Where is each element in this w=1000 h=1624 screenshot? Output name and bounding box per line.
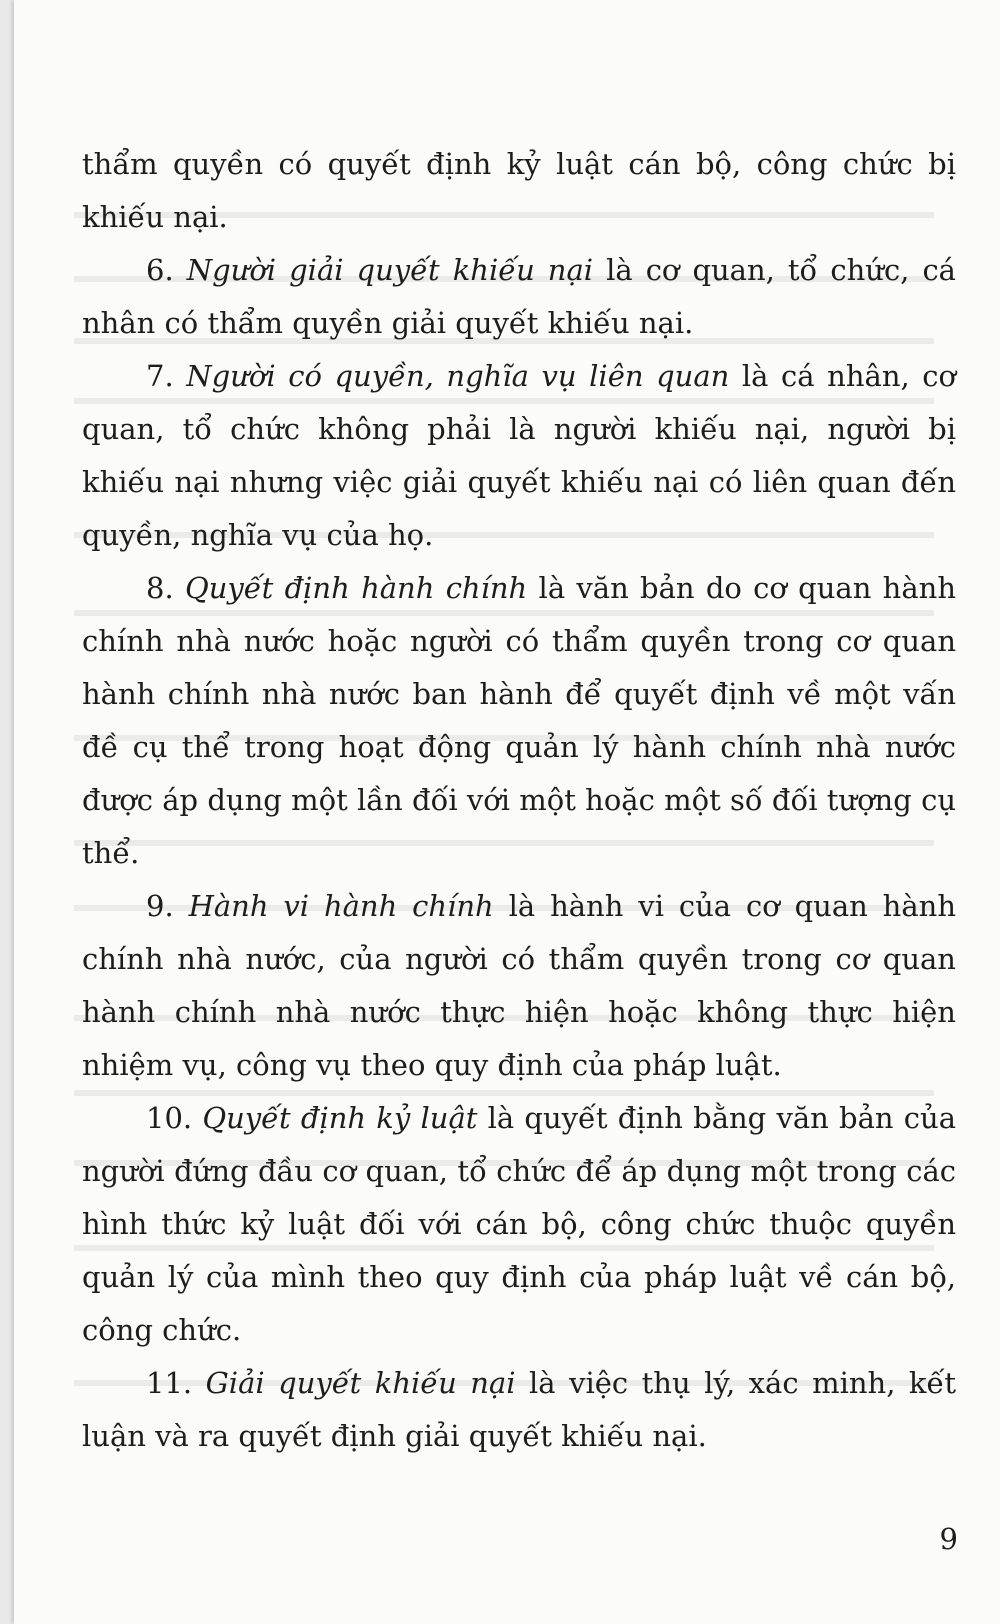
- definition-text: là văn bản do cơ quan hành chính nhà nước hoặc người có thẩm quyền trong cơ quan hành chính nhà nước ban hành để quyết định về một vấn đề cụ thể trong hoạt động quản lý hành chính nhà nước được áp dụng một lần đối với một hoặc một số đối tượng cụ thể.: [82, 571, 956, 870]
- definition-text: là việc thụ lý, xác minh, kết luận và ra quyết định giải quyết khiếu nại.: [82, 1366, 956, 1453]
- definition-text: thẩm quyền có quyết định kỷ luật cán bộ, công chức bị khiếu nại.: [82, 147, 956, 234]
- definition-text: là quyết định bằng văn bản của người đứng đầu cơ quan, tổ chức để áp dụng một trong các hình thức kỷ luật đối với cán bộ, công chức thuộc quyền quản lý của mình theo quy định của pháp luật về cán bộ, công chức.: [82, 1101, 957, 1347]
- definition-prefix: 6.: [146, 253, 187, 287]
- definition-text: là hành vi của cơ quan hành chính nhà nước, của người có thẩm quyền trong cơ quan hành chính nhà nước thực hiện hoặc không thực hiện nhiệm vụ, công vụ theo quy định của pháp luật.: [82, 889, 956, 1082]
- definition-item-10: [82, 1092, 956, 1357]
- definition-prefix: 10.: [146, 1101, 203, 1135]
- paragraph-continued: [82, 138, 956, 244]
- defined-term: Người có quyền, nghĩa vụ liên quan: [186, 359, 730, 393]
- defined-term: Người giải quyết khiếu nại: [186, 253, 594, 287]
- definition-prefix: 9.: [146, 889, 189, 923]
- definition-prefix: 7.: [146, 359, 187, 393]
- defined-term: Hành vi hành chính: [188, 889, 494, 923]
- definition-item-7: [82, 350, 956, 562]
- defined-term: Quyết định hành chính: [184, 571, 528, 605]
- definition-item-6: [82, 244, 956, 350]
- definition-prefix: 8.: [146, 571, 185, 605]
- definition-prefix: 11.: [146, 1366, 206, 1400]
- defined-term: Giải quyết khiếu nại: [205, 1366, 516, 1400]
- definition-text: là cá nhân, cơ quan, tổ chức không phải là người khiếu nại, người bị khiếu nại nhưng việc giải quyết khiếu nại có liên quan đến quyền, nghĩa vụ của họ.: [82, 359, 956, 552]
- defined-term: Quyết định kỷ luật: [202, 1101, 478, 1135]
- page-body: [82, 138, 956, 1463]
- book-page: [14, 0, 1000, 1624]
- definition-item-11: [82, 1357, 956, 1463]
- definition-item-8: [82, 562, 956, 880]
- page-number: 9: [939, 1522, 958, 1556]
- definition-item-9: [82, 880, 956, 1092]
- definition-text: là cơ quan, tổ chức, cá nhân có thẩm quyền giải quyết khiếu nại.: [82, 253, 956, 340]
